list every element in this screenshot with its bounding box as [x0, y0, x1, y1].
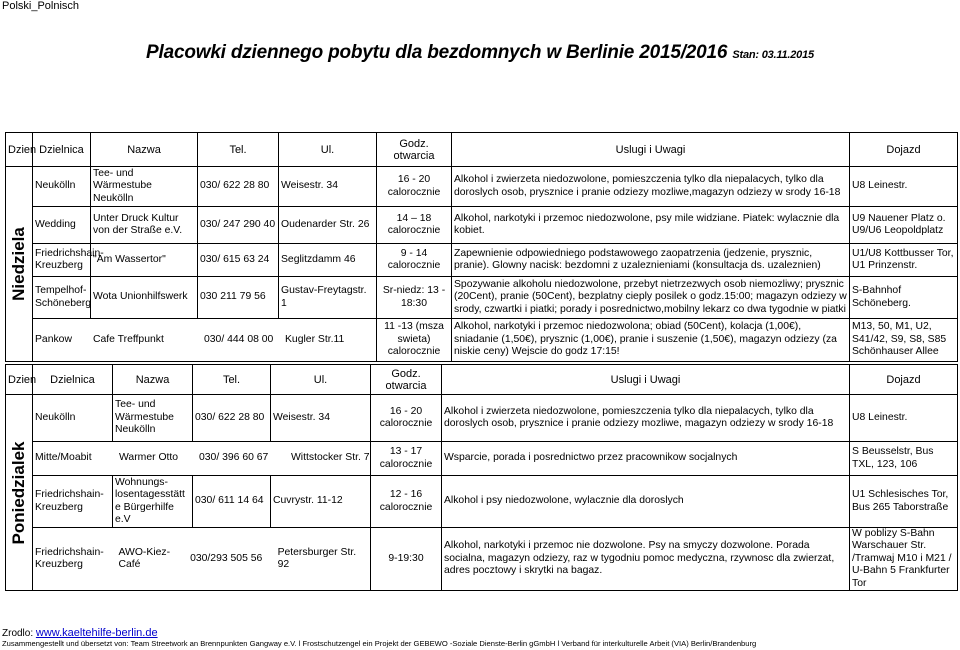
- uslugi-cell: Alkohol i zwierzeta niedozwolone, pomieszczenia tylko dla niepalacych, tylko dla doroslych osob, prysznice i pranie odziezy mozliwe, magazyn odziezy w srody 16-18: [442, 395, 850, 442]
- table-row: [6, 395, 958, 442]
- ul-cell: Oudenarder Str. 26: [279, 207, 377, 244]
- dzielnica-cell: Friedrichshain-Kreuzberg: [33, 476, 113, 528]
- table-row: [6, 167, 958, 207]
- header-ul: Ul.: [271, 365, 371, 395]
- ul-cell: Seglitzdamm 46: [279, 244, 377, 277]
- day-label: Poniedzialek: [8, 441, 28, 545]
- ul-cell: Gustav-Freytagstr. 1: [279, 277, 377, 319]
- header-dzien: Dzien: [6, 133, 33, 167]
- header-godz-line1: Godz.: [391, 367, 421, 380]
- tel-cell: 030/ 622 28 80: [193, 395, 271, 442]
- table-row: [6, 207, 958, 244]
- nazwa-cell: Cafe Treffpunkt: [93, 333, 164, 345]
- godz-cell: 11 -13 (msza swieta) calorocznie: [377, 319, 452, 362]
- dzielnica-cell: Mitte/Moabit: [35, 452, 92, 464]
- header-dzielnica: Dzielnica: [33, 133, 91, 167]
- table-row: [6, 244, 958, 277]
- uslugi-cell: Alkohol, narkotyki i przemoc niedozwolone, psy mile widziane. Piatek: wylacznie dla kobiet.: [452, 207, 850, 244]
- nazwa-cell: Wota Unionhilfswerk: [91, 277, 198, 319]
- header-godz-line1: Godz.: [399, 137, 429, 150]
- date-stamp: Stan: 03.11.2015: [732, 49, 814, 61]
- table-row: [6, 442, 958, 476]
- dojazd-cell: M13, 50, M1, U2, S41/42, S9, S8, S85 Schönhauser Allee: [850, 319, 958, 362]
- title-text: Placowki dziennego pobytu dla bezdomnych w Berlinie 2015/2016: [146, 42, 728, 63]
- header-ul: Ul.: [279, 133, 377, 167]
- table-row: [6, 528, 958, 591]
- tel-cell: 030/293 505 56: [190, 552, 263, 564]
- nazwa-cell: Unter Druck Kultur von der Straße e.V.: [91, 207, 198, 244]
- header-uslugi: Uslugi i Uwagi: [452, 133, 850, 167]
- source-label: Zrodlo:: [2, 628, 34, 639]
- uslugi-cell: Alkohol, narkotyki i przemoc niedozwolona; obiad (50Cent), kolacja (1,00€), sniadanie (1,50€), prysznic (1,00€), pranie i suszenie (1,50€), magazyn odziezy (za niskie ceny) Wejscie do godz 17:15!: [452, 319, 850, 362]
- uslugi-cell: Zapewnienie odpowiedniego podstawowego zaopatrzenia (jedzenie, prysznic, pranie). Glowny nacisk: bezdomni z uzaleznieniami (konsultacja ds. uzaleznien): [452, 244, 850, 277]
- sunday-table: [5, 132, 958, 362]
- dzielnica-cell: Friedrichshain-Kreuzberg: [33, 244, 91, 277]
- day-label: Niedziela: [8, 227, 28, 301]
- ul-cell: Kugler Str.11: [285, 333, 345, 345]
- tel-cell: 030/ 615 63 24: [198, 244, 279, 277]
- header-godz-line2: otwarcia: [393, 149, 435, 162]
- godz-cell: 13 - 17 calorocznie: [371, 442, 442, 476]
- godz-cell: 12 - 16 calorocznie: [371, 476, 442, 528]
- dzielnica-cell: Neukölln: [33, 167, 91, 207]
- header-tel: Tel.: [198, 133, 279, 167]
- header-uslugi: Uslugi i Uwagi: [442, 365, 850, 395]
- language-label: Polski_Polnisch: [2, 0, 80, 12]
- tel-cell: 030/ 396 60 67: [199, 452, 269, 464]
- awo-line: [33, 529, 370, 589]
- header-nazwa: Nazwa: [113, 365, 193, 395]
- uslugi-cell: Spozywanie alkoholu niedozwolone, przebyt nietrzezwych osob niemozliwy; prysznic (20Cent), pranie (50Cent), bezplatny cieply posilek o godz.15:00; magazyn odziezy w srody, czwartki i piatki; porady i posrednictwo,mobilny lekarz co dwa tygodnie w piatki: [452, 277, 850, 319]
- godz-cell: 9 - 14 calorocznie: [377, 244, 452, 277]
- ul-cell: Cuvrystr. 11-12: [271, 476, 371, 528]
- sunday-header-row: [6, 133, 958, 167]
- godz-cell: 14 – 18 calorocznie: [377, 207, 452, 244]
- nazwa-cell: Wohnungs-losentagesstätt e Bürgerhilfe e.V: [113, 476, 193, 528]
- dzielnica-cell: Tempelhof-Schöneberg: [33, 277, 91, 319]
- godz-cell: 16 - 20 calorocznie: [371, 395, 442, 442]
- ul-cell: Weisestr. 34: [271, 395, 371, 442]
- tel-cell: 030/ 444 08 00: [204, 333, 274, 345]
- nazwa-cell: Warmer Otto: [119, 452, 179, 464]
- ul-cell: Wittstocker Str. 7: [291, 452, 370, 464]
- godz-cell: 16 - 20 calorocznie: [377, 167, 452, 207]
- dojazd-cell: S-Bahnhof Schöneberg.: [850, 277, 958, 319]
- header-dzielnica: Dzielnica: [33, 365, 113, 395]
- source-line: [2, 627, 158, 639]
- page-title: [0, 42, 960, 64]
- mitte-line: [33, 442, 370, 475]
- godz-cell: Sr-niedz: 13 - 18:30: [377, 277, 452, 319]
- header-godz-line2: otwarcia: [385, 379, 427, 392]
- nazwa-cell: Tee- und Wärmestube Neukölln: [91, 167, 198, 207]
- header-godz: [371, 365, 442, 395]
- day-cell-monday: [6, 395, 33, 591]
- uslugi-cell: Alkohol i zwierzeta niedozwolone, pomieszczenia tylko dla niepalacych, tylko dla doroslych osob, prysznice i pranie odziezy mozliwe,magazyn odziezy w srody 16-18: [452, 167, 850, 207]
- nazwa-cell: AWO-Kiez-Café: [118, 546, 171, 571]
- header-nazwa: Nazwa: [91, 133, 198, 167]
- awo-merged-cell: [33, 528, 371, 591]
- dzielnica-cell: Pankow: [35, 333, 72, 345]
- header-dojazd: Dojazd: [850, 133, 958, 167]
- dojazd-cell: U1/U8 Kottbusser Tor, U1 Prinzenstr.: [850, 244, 958, 277]
- monday-table: [5, 364, 958, 591]
- pankow-merged-cell: [33, 319, 377, 362]
- header-godz: [377, 133, 452, 167]
- source-link[interactable]: www.kaeltehilfe-berlin.de: [35, 627, 158, 639]
- dojazd-cell: U1 Schlesisches Tor, Bus 265 Taborstraße: [850, 476, 958, 528]
- uslugi-cell: Wsparcie, porada i posrednictwo przez pracownikow socjalnych: [442, 442, 850, 476]
- day-cell-sunday: [6, 167, 33, 362]
- pankow-line: [33, 319, 376, 361]
- dojazd-cell: S Beusselstr, Bus TXL, 123, 106: [850, 442, 958, 476]
- table-row: [6, 319, 958, 362]
- header-tel: Tel.: [193, 365, 271, 395]
- table-row: [6, 277, 958, 319]
- dzielnica-cell: Wedding: [33, 207, 91, 244]
- dzielnica-cell: Friedrichshain-Kreuzberg: [35, 546, 104, 571]
- dojazd-cell: U8 Leinestr.: [850, 395, 958, 442]
- footer-credits: Zusammengestellt und übersetzt von: Team Streetwork an Brennpunkten Gangway e.V. l Frostschutzengel ein Projekt der GEBEWO -Soziale Dienste-Berlin gGmbH l Verband für interkulturelle Arbeit (VIA) Berlin/Brandenburg: [2, 639, 757, 648]
- godz-cell: 9-19:30: [371, 528, 442, 591]
- tel-cell: 030/ 622 28 80: [198, 167, 279, 207]
- uslugi-cell: Alkohol i psy niedozwolone, wylacznie dla doroslych: [442, 476, 850, 528]
- dojazd-cell: U8 Leinestr.: [850, 167, 958, 207]
- dojazd-cell: U9 Nauener Platz o. U9/U6 Leopoldplatz: [850, 207, 958, 244]
- header-dzien: Dzien: [6, 365, 33, 395]
- uslugi-cell: Alkohol, narkotyki i przemoc nie dozwolone. Psy na smyczy dozwolone. Porada socialna, magazyn odziezy, raz w tygodniu pomoc medyczna, rzywnosc dla zwierzat, adres pocztowy i skrytki na bagaz.: [442, 528, 850, 591]
- mitte-merged-cell: [33, 442, 371, 476]
- dzielnica-cell: Neukölln: [33, 395, 113, 442]
- nazwa-cell: Tee- und Wärmestube Neukölln: [113, 395, 193, 442]
- tel-cell: 030 211 79 56: [198, 277, 279, 319]
- tel-cell: 030/ 247 290 40: [198, 207, 279, 244]
- header-dojazd: Dojazd: [850, 365, 958, 395]
- ul-cell: Petersburger Str. 92: [277, 546, 357, 571]
- dojazd-cell: W poblizy S-Bahn Warschauer Str. /Tramwaj M10 i M21 / U-Bahn 5 Frankfurter Tor: [850, 528, 958, 591]
- ul-cell: Weisestr. 34: [279, 167, 377, 207]
- tel-cell: 030/ 611 14 64: [193, 476, 271, 528]
- table-row: [6, 476, 958, 528]
- monday-header-row: [6, 365, 958, 395]
- nazwa-cell: "Am Wassertor": [91, 244, 198, 277]
